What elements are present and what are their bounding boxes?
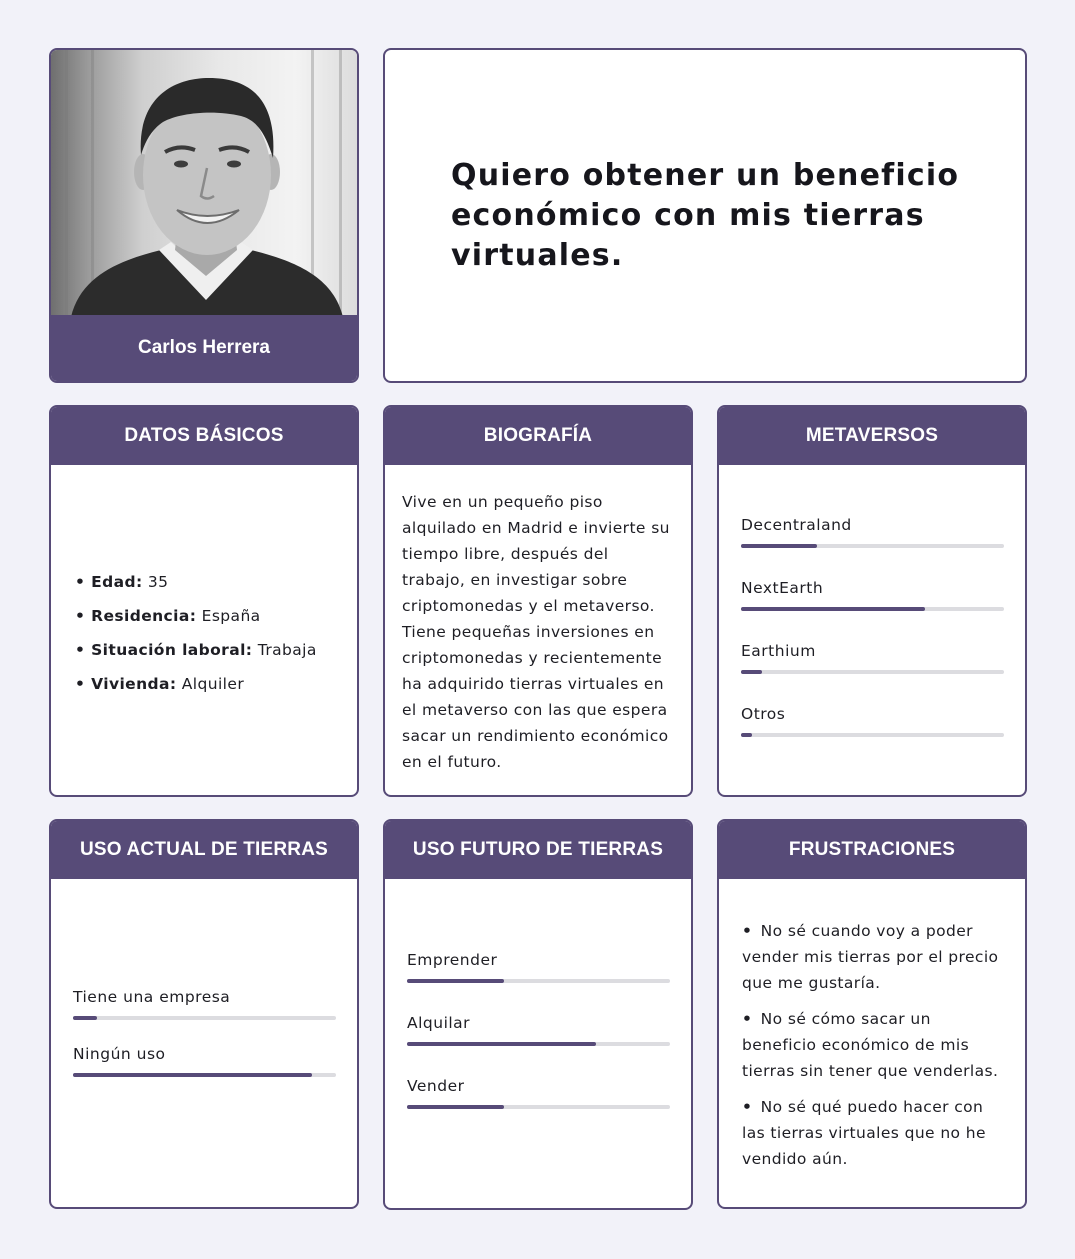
metaverso-decentraland: Decentraland bbox=[741, 515, 1004, 548]
list-item: • Vivienda: Alquiler bbox=[75, 672, 317, 696]
metaversos-title: METAVERSOS bbox=[719, 407, 1025, 465]
uso-actual-card bbox=[49, 819, 359, 1209]
level-track bbox=[407, 979, 670, 983]
biografia-card bbox=[383, 405, 693, 797]
uso-futuro-title: USO FUTURO DE TIERRAS bbox=[385, 821, 691, 879]
biografia-text: Vive en un pequeño piso alquilado en Madrid e invierte su tiempo libre, después del trabajo, en investigar sobre criptomonedas y el metaverso. Tiene pequeñas inversiones en criptomonedas y recientemente ha adquirido tierras virtuales en el metaverso con las que espera sacar un rendimiento económico en el futuro. bbox=[402, 493, 670, 771]
level-track bbox=[741, 607, 1004, 611]
level-track bbox=[407, 1042, 670, 1046]
level-track bbox=[73, 1073, 336, 1077]
datos-basicos-card bbox=[49, 405, 359, 797]
level-fill bbox=[407, 979, 504, 983]
datos-basicos-title: DATOS BÁSICOS bbox=[51, 407, 357, 465]
profile-photo bbox=[51, 50, 357, 317]
uso-actual-ningun-uso: Ningún uso bbox=[73, 1044, 336, 1077]
metaverso-earthium: Earthium bbox=[741, 641, 1004, 674]
goal-quote: Quiero obtener un beneficio económico con mis tierras virtuales. bbox=[451, 158, 960, 273]
metaversos-card bbox=[717, 405, 1027, 797]
list-item: • Situación laboral: Trabaja bbox=[75, 638, 317, 662]
uso-futuro-vender: Vender bbox=[407, 1076, 670, 1109]
profile-name: Carlos Herrera bbox=[51, 315, 357, 381]
level-track bbox=[741, 733, 1004, 737]
level-track bbox=[741, 544, 1004, 548]
biografia-title: BIOGRAFÍA bbox=[385, 407, 691, 465]
uso-actual-title: USO ACTUAL DE TIERRAS bbox=[51, 821, 357, 879]
level-fill bbox=[73, 1073, 312, 1077]
list-item: • Residencia: España bbox=[75, 604, 317, 628]
frustraciones-card bbox=[717, 819, 1027, 1209]
level-track bbox=[741, 670, 1004, 674]
quote-card bbox=[383, 48, 1027, 383]
frustraciones-title: FRUSTRACIONES bbox=[719, 821, 1025, 879]
level-fill bbox=[407, 1042, 596, 1046]
level-fill bbox=[73, 1016, 97, 1020]
level-fill bbox=[407, 1105, 504, 1109]
uso-futuro-card bbox=[383, 819, 693, 1210]
level-fill bbox=[741, 607, 925, 611]
level-fill bbox=[741, 733, 752, 737]
uso-futuro-emprender: Emprender bbox=[407, 950, 670, 983]
metaverso-otros: Otros bbox=[741, 704, 1004, 737]
list-item: • Edad: 35 bbox=[75, 570, 317, 594]
list-item: • No sé qué puedo hacer con las tierras virtuales que no he vendido aún. bbox=[742, 1094, 1014, 1172]
datos-basicos-list bbox=[75, 570, 317, 706]
uso-futuro-alquilar: Alquilar bbox=[407, 1013, 670, 1046]
person-portrait-icon bbox=[51, 50, 357, 317]
level-track bbox=[407, 1105, 670, 1109]
metaverso-nextearth: NextEarth bbox=[741, 578, 1004, 611]
frustraciones-list bbox=[742, 918, 1014, 1182]
level-fill bbox=[741, 670, 762, 674]
level-track bbox=[73, 1016, 336, 1020]
list-item: • No sé cuando voy a poder vender mis tierras por el precio que me gustaría. bbox=[742, 918, 1014, 996]
level-fill bbox=[741, 544, 817, 548]
list-item: • No sé cómo sacar un beneficio económico de mis tierras sin tener que venderlas. bbox=[742, 1006, 1014, 1084]
uso-actual-empresa: Tiene una empresa bbox=[73, 987, 336, 1020]
profile-card bbox=[49, 48, 359, 383]
